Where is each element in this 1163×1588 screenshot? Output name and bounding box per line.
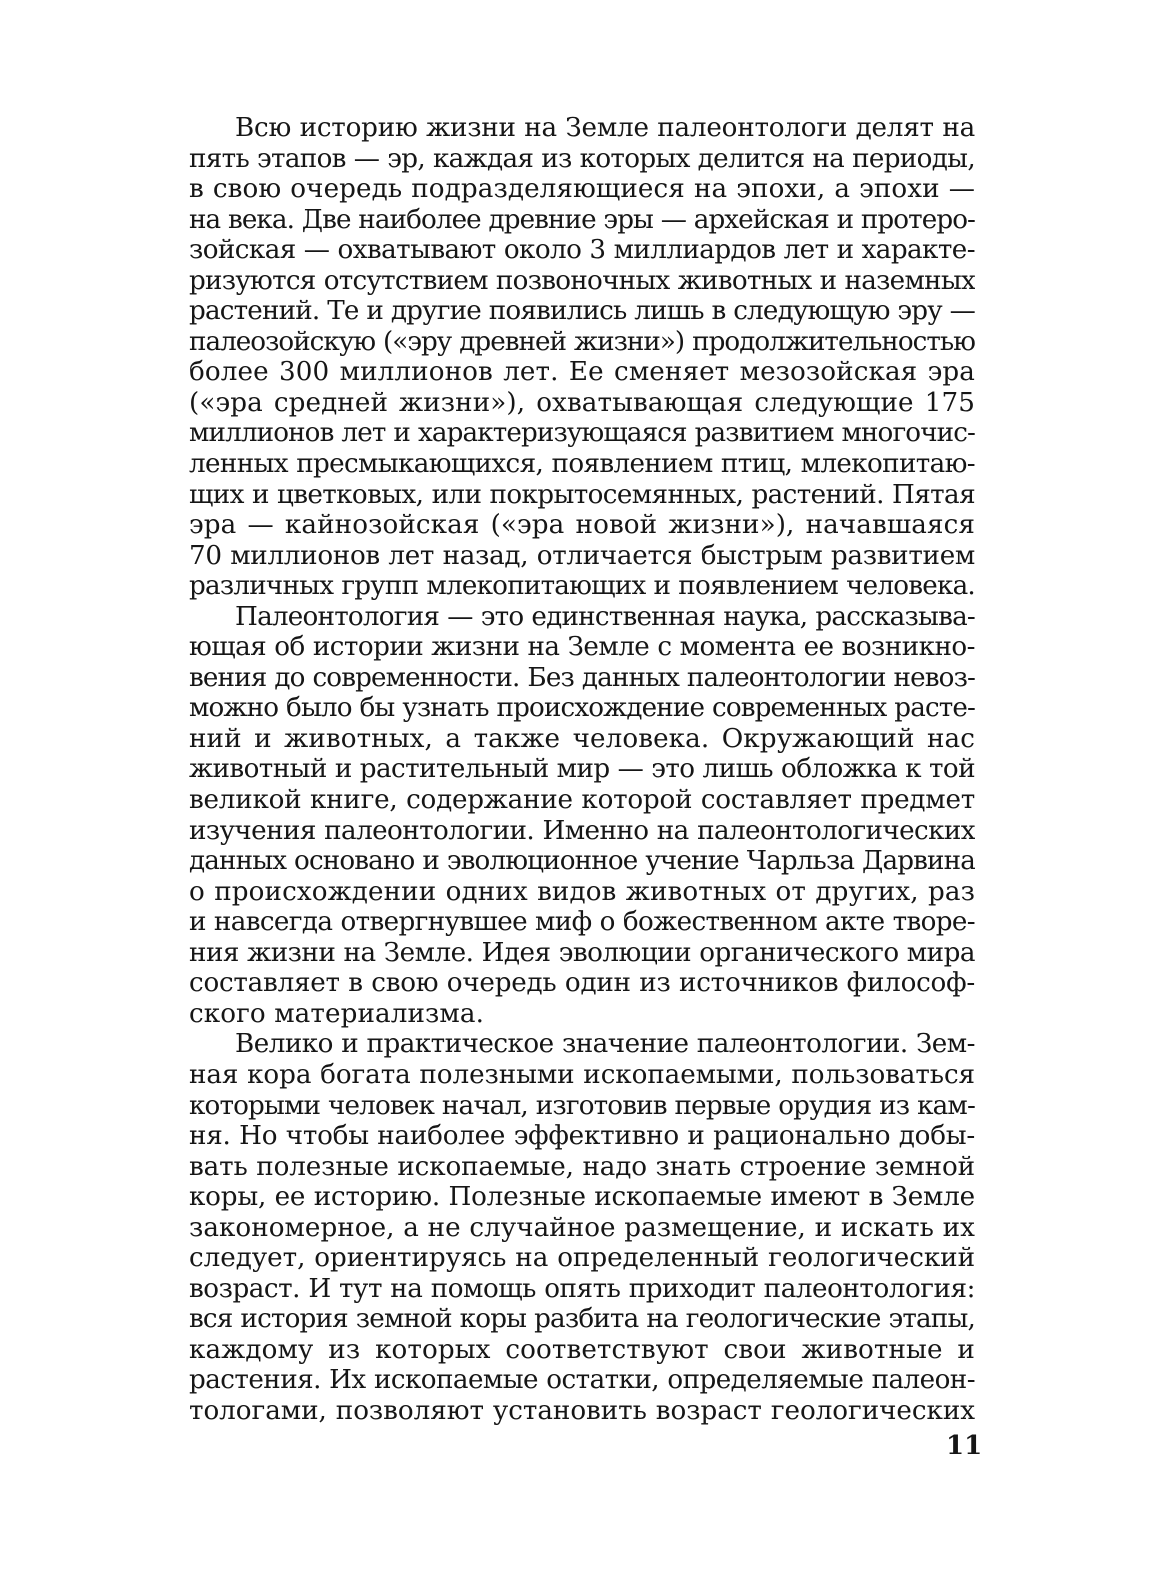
text-line: которыми человек начал, изготовив первые орудия из кам- (189, 1090, 975, 1121)
text-line: и навсегда отвергнувшее миф о божественном акте творе- (189, 907, 975, 938)
text-line: более 300 миллионов лет. Ее сменяет мезозойская эра (189, 357, 975, 388)
text-line: ризуются отсутствием позвоночных животных и наземных (189, 265, 975, 296)
text-line: коры, ее историю. Полезные ископаемые имеют в Земле (189, 1182, 975, 1213)
paragraph-1 (189, 113, 975, 602)
text-line: 70 миллионов лет назад, отличается быстрым развитием (189, 540, 975, 571)
text-line: миллионов лет и характеризующаяся развитием многочис- (189, 418, 975, 449)
text-line: тологами, позволяют установить возраст геологических (189, 1395, 975, 1426)
text-line: закономерное, а не случайное размещение, и искать их (189, 1212, 975, 1243)
text-line: ющая об истории жизни на Земле с момента ее возникно- (189, 632, 975, 663)
text-line: эра — кайнозойская («эра новой жизни»), начавшаяся (189, 510, 975, 541)
text-line: ленных пресмыкающихся, появлением птиц, млекопитаю- (189, 449, 975, 480)
text-line: («эра средней жизни»), охватывающая следующие 175 (189, 387, 975, 418)
text-line: о происхождении одних видов животных от других, раз (189, 876, 975, 907)
text-line: растения. Их ископаемые остатки, определяемые палеон- (189, 1365, 975, 1396)
text-line: зойская — охватывают около 3 миллиардов лет и характе- (189, 235, 975, 266)
book-page (189, 113, 975, 1493)
text-line: вения до современности. Без данных палеонтологии невоз- (189, 662, 975, 693)
paragraph-2 (189, 602, 975, 1030)
text-line: Велико и практическое значение палеонтологии. Зем- (235, 1029, 975, 1060)
text-line: ний и животных, а также человека. Окружающий нас (189, 723, 975, 754)
text-line: различных групп млекопитающих и появлением человека. (189, 571, 975, 602)
text-line: щих и цветковых, или покрытосемянных, растений. Пятая (189, 479, 975, 510)
page-number: 11 (946, 1431, 983, 1461)
text-line: растений. Те и другие появились лишь в следующую эру — (189, 296, 975, 327)
text-line: ния жизни на Земле. Идея эволюции органического мира (189, 937, 975, 968)
text-line: вать полезные ископаемые, надо знать строение земной (189, 1151, 975, 1182)
text-line: вся история земной коры разбита на геологические этапы, (189, 1304, 975, 1335)
text-line: можно было бы узнать происхождение современных расте- (189, 693, 975, 724)
text-line: Палеонтология — это единственная наука, рассказыва- (235, 601, 975, 632)
text-line: великой книге, содержание которой составляет предмет (189, 785, 975, 816)
text-line: каждому из которых соответствуют свои животные и (189, 1334, 975, 1365)
text-line: ня. Но чтобы наиболее эффективно и рационально добы- (189, 1121, 975, 1152)
text-line: в свою очередь подразделяющиеся на эпохи, а эпохи — (189, 174, 975, 205)
text-line: следует, ориентируясь на определенный геологический (189, 1243, 975, 1274)
text-line: животный и растительный мир — это лишь обложка к той (189, 754, 975, 785)
body-text (189, 113, 975, 1427)
text-line: ная кора богата полезными ископаемыми, пользоваться (189, 1059, 975, 1090)
paragraph-3 (189, 1029, 975, 1426)
text-line: пять этапов — эр, каждая из которых делится на периоды, (189, 143, 975, 174)
text-line: палеозойскую («эру древней жизни») продолжительностью (189, 326, 975, 357)
text-line: Всю историю жизни на Земле палеонтологи делят на (235, 113, 975, 143)
text-line: ского материализма. (189, 998, 484, 1029)
text-line: данных основано и эволюционное учение Чарльза Дарвина (189, 846, 975, 877)
text-line: на века. Две наиболее древние эры — архейская и протеро- (189, 204, 975, 235)
text-line: изучения палеонтологии. Именно на палеонтологических (189, 815, 975, 846)
text-line: возраст. И тут на помощь опять приходит палеонтология: (189, 1273, 975, 1304)
text-line: составляет в свою очередь один из источников философ- (189, 968, 975, 999)
